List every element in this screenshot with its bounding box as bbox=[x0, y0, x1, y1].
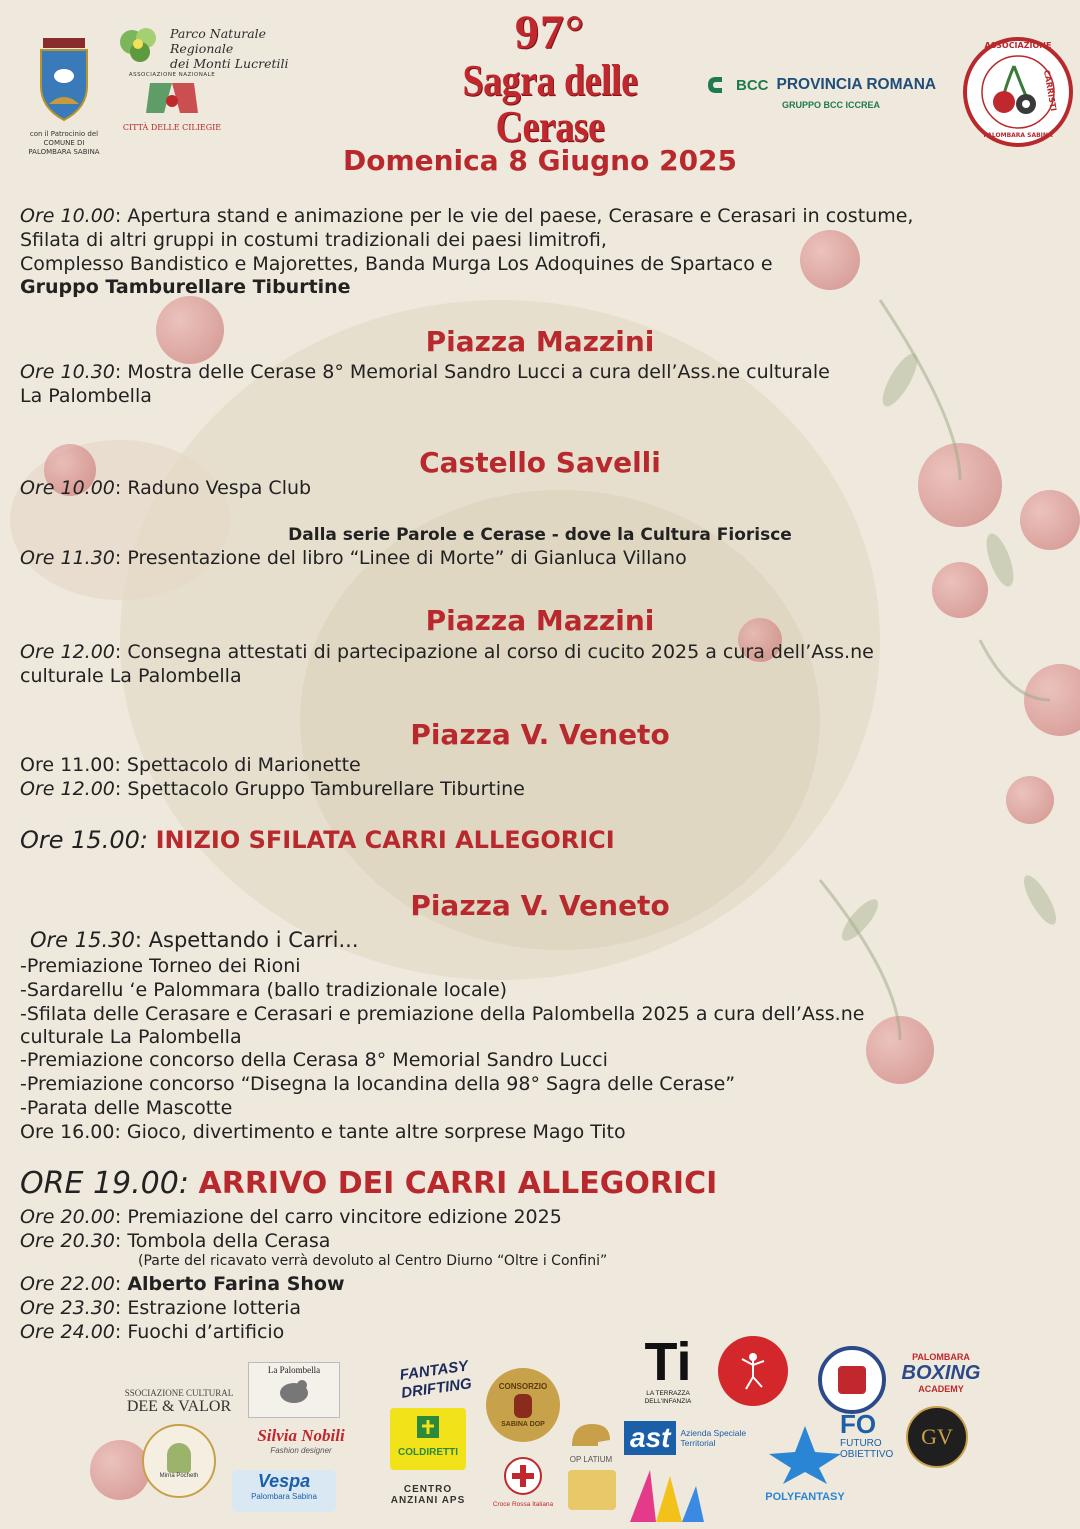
program-line bbox=[20, 1205, 562, 1229]
futuro-obiettivo-logo: FO FUTURO OBIETTIVO bbox=[840, 1410, 910, 1460]
coat-of-arms-icon bbox=[29, 34, 99, 124]
op-latium-logo: OP LATIUM bbox=[560, 1420, 622, 1464]
cherry-tower-icon bbox=[142, 79, 202, 117]
section-title: Piazza Mazzini bbox=[425, 604, 655, 637]
event-text: : Mostra delle Cerase 8° Memorial Sandro Lucci a cura dell’Ass.ne culturale bbox=[114, 361, 830, 383]
parade-start: Ore 15.00: INIZIO SFILATA CARRI ALLEGORICI bbox=[20, 826, 615, 854]
bcc-icon bbox=[704, 74, 728, 96]
citta-name: CITTÀ DELLE CILIEGIE bbox=[122, 123, 222, 132]
parco-line2: dei Monti Lucretili bbox=[170, 56, 289, 71]
time-label: Ore 23.30 bbox=[20, 1297, 115, 1319]
parade-arrival-text: ARRIVO DEI CARRI ALLEGORICI bbox=[198, 1166, 718, 1201]
event-text: : Presentazione del libro “Linee di Morte” di Gianluca Villano bbox=[114, 547, 687, 569]
section-title: Piazza Mazzini bbox=[425, 325, 655, 358]
terrazza-infanzia-logo: Ti LA TERRAZZA DELL'INFANZIA bbox=[628, 1334, 708, 1406]
gv-monogram-icon: GV bbox=[921, 1424, 953, 1449]
program-line bbox=[20, 476, 311, 500]
comune-palombara-seal bbox=[24, 34, 104, 157]
club-badge-logo bbox=[818, 1346, 886, 1414]
parade-start-text: INIZIO SFILATA CARRI ALLEGORICI bbox=[155, 826, 615, 854]
program-line bbox=[20, 1229, 330, 1253]
seal-caption: con il Patrocinio del COMUNE DI PALOMBARA SABINA bbox=[28, 130, 100, 156]
vespa-club-logo: Vespa Palombara Sabina bbox=[232, 1470, 336, 1512]
time-label: Ore 12.00 bbox=[20, 641, 115, 663]
event-name: Sagra delle Cerase bbox=[462, 56, 638, 151]
program-line: Complesso Bandistico e Majorettes, Banda Murga Los Adoquines de Spartaco e bbox=[20, 253, 773, 275]
bcc-provincia-logo bbox=[704, 74, 964, 110]
mirna-logo: Mirna Pocheth bbox=[142, 1424, 216, 1498]
silvia-nobili-logo: Silvia Nobili Fashion designer bbox=[257, 1426, 345, 1455]
rainbow-logo bbox=[626, 1462, 706, 1524]
centro-anziani-logo: CENTRO ANZIANI APS bbox=[390, 1484, 466, 1506]
dove-icon bbox=[274, 1375, 314, 1405]
coldiretti-logo: COLDIRETTI bbox=[390, 1408, 466, 1470]
fo-icon: FO bbox=[840, 1409, 877, 1439]
flower-icon bbox=[112, 22, 166, 68]
event-title bbox=[380, 8, 720, 150]
list-item: Ore 16.00: Gioco, divertimento e tante altre sorprese Mago Tito bbox=[20, 1121, 626, 1143]
citta-ciliegie-logo bbox=[122, 72, 222, 132]
bar-logo bbox=[568, 1470, 616, 1510]
section-title: Piazza V. Veneto bbox=[410, 889, 670, 922]
bcc-label: BCC bbox=[736, 76, 769, 94]
list-item: -Sfilata delle Cerasare e Cerasari e premiazione della Palombella 2025 a cura dell’Ass.ne bbox=[20, 1003, 865, 1025]
bcc-gruppo: GRUPPO BCC ICCREA bbox=[782, 100, 881, 110]
event-text: : Consegna attestati di partecipazione al corso di cucito 2025 a cura dell’Ass.ne bbox=[114, 641, 874, 663]
event-text: : Tombola della Cerasa bbox=[114, 1230, 331, 1252]
time-label: Ore 10.30 bbox=[20, 361, 115, 383]
amphora-icon bbox=[514, 1394, 532, 1418]
citta-top-text: ASSOCIAZIONE NAZIONALE bbox=[128, 72, 216, 78]
parco-lucretili-logo bbox=[112, 22, 332, 72]
program-line bbox=[30, 928, 359, 952]
fantasy-drifting-logo: FANTASY DRIFTING bbox=[398, 1357, 473, 1402]
list-item: -Premiazione concorso della Cerasa 8° Memorial Sandro Lucci bbox=[20, 1049, 608, 1071]
parade-arrival: ORE 19.00: ARRIVO DEI CARRI ALLEGORICI bbox=[20, 1166, 718, 1201]
parco-line1: Parco Naturale Regionale bbox=[170, 26, 267, 56]
red-cross-icon bbox=[503, 1456, 543, 1496]
program-line: Ore 22.00: Alberto Farina Show bbox=[20, 1273, 345, 1295]
croce-rossa-logo: Croce Rossa Italiana bbox=[488, 1456, 558, 1508]
section-title: Castello Savelli bbox=[419, 446, 661, 479]
event-text: : Premiazione del carro vincitore edizione 2025 bbox=[114, 1206, 562, 1228]
time-label: ORE 19.00 bbox=[20, 1166, 179, 1201]
event-text: : Aspettando i Carri... bbox=[134, 928, 359, 952]
list-item: -Premiazione Torneo dei Rioni bbox=[20, 955, 301, 977]
time-label: Ore 11.30 bbox=[20, 547, 115, 569]
time-label: Ore 10.00 bbox=[20, 477, 115, 499]
program-line bbox=[20, 640, 874, 664]
program-line: Ore 11.00: Spettacolo di Marionette bbox=[20, 754, 361, 776]
program-line bbox=[20, 360, 830, 384]
ti-icon: Ti bbox=[644, 1332, 692, 1392]
event-text: : Spettacolo Gruppo Tamburellare Tiburtine bbox=[114, 778, 525, 800]
event-text: : Estrazione lotteria bbox=[114, 1297, 302, 1319]
ast-logo: ast Azienda Speciale Territorial bbox=[624, 1420, 752, 1456]
program-line bbox=[20, 1320, 284, 1344]
dancer-icon bbox=[738, 1351, 768, 1391]
program-line: Sfilata di altri gruppi in costumi tradizionali dei paesi limitrofi, bbox=[20, 229, 607, 251]
time-label: Ore 12.00 bbox=[20, 778, 115, 800]
time-label: Ore 15.00 bbox=[20, 826, 140, 854]
palombara-boxing-logo: PALOMBARA BOXING ACADEMY bbox=[901, 1352, 981, 1394]
event-date: Domenica 8 Giugno 2025 bbox=[342, 144, 738, 177]
event-text: : Fuochi d’artificio bbox=[114, 1321, 285, 1343]
program-line bbox=[20, 204, 913, 228]
badge-shield-icon bbox=[838, 1366, 866, 1394]
carristi-bottom: PALOMBARA SABINA bbox=[983, 132, 1053, 139]
consorzio-sabina-logo: CONSORZIO SABINA DOP bbox=[486, 1368, 560, 1442]
bcc-provincia: PROVINCIA ROMANA bbox=[776, 76, 937, 93]
citta-danza-logo bbox=[718, 1336, 788, 1406]
list-item: -Sardarellu ‘e Palommara (ballo tradizionale locale) bbox=[20, 979, 508, 1001]
list-item: -Premiazione concorso “Disegna la locandina della 98° Sagra delle Cerase” bbox=[20, 1073, 736, 1095]
coldiretti-icon bbox=[413, 1412, 443, 1442]
time-label: Ore 10.00 bbox=[20, 205, 115, 227]
time-label: Ore 22.00 bbox=[20, 1273, 115, 1295]
program-line: culturale La Palombella bbox=[20, 665, 242, 687]
figure-icon bbox=[167, 1443, 191, 1473]
time-label: Ore 20.00 bbox=[20, 1206, 115, 1228]
time-label: Ore 24.00 bbox=[20, 1321, 115, 1343]
event-text: : Raduno Vespa Club bbox=[114, 477, 312, 499]
series-subtitle: Dalla serie Parole e Cerase - dove la Cultura Fiorisce bbox=[288, 525, 792, 545]
program-line bbox=[20, 1296, 301, 1320]
event-text: : Apertura stand e animazione per le vie del paese, Cerasare e Cerasari in costume, bbox=[114, 205, 914, 227]
gv-logo bbox=[906, 1406, 968, 1468]
helmet-icon bbox=[568, 1420, 614, 1450]
program-note: (Parte del ricavato verrà devoluto al Centro Diurno “Oltre i Confini” bbox=[138, 1253, 608, 1269]
carristi-top: ASSOCIAZIONE bbox=[984, 41, 1052, 50]
dee-valor-logo: SSOCIAZIONE CULTURAL DEE & VALOR bbox=[124, 1388, 234, 1415]
star-icon bbox=[767, 1424, 843, 1486]
palombella-logo: La Palombella bbox=[248, 1362, 340, 1418]
event-text: Alberto Farina Show bbox=[127, 1273, 345, 1295]
program-line bbox=[20, 546, 687, 570]
program-line bbox=[20, 777, 525, 801]
list-item: culturale La Palombella bbox=[20, 1026, 242, 1048]
list-item: -Parata delle Mascotte bbox=[20, 1097, 233, 1119]
program-line: La Palombella bbox=[20, 385, 152, 407]
edition-number: 97° bbox=[514, 6, 586, 59]
polyfantasy-logo: POLYFANTASY bbox=[760, 1424, 850, 1503]
time-label: Ore 15.30 bbox=[30, 928, 135, 952]
section-title: Piazza V. Veneto bbox=[410, 718, 670, 751]
rainbow-icon bbox=[626, 1462, 706, 1524]
time-label: Ore 20.30 bbox=[20, 1230, 115, 1252]
carristi-right: CARRISTI bbox=[1041, 69, 1059, 112]
associazione-carristi-logo bbox=[962, 36, 1074, 148]
program-line: Gruppo Tamburellare Tiburtine bbox=[20, 276, 351, 298]
